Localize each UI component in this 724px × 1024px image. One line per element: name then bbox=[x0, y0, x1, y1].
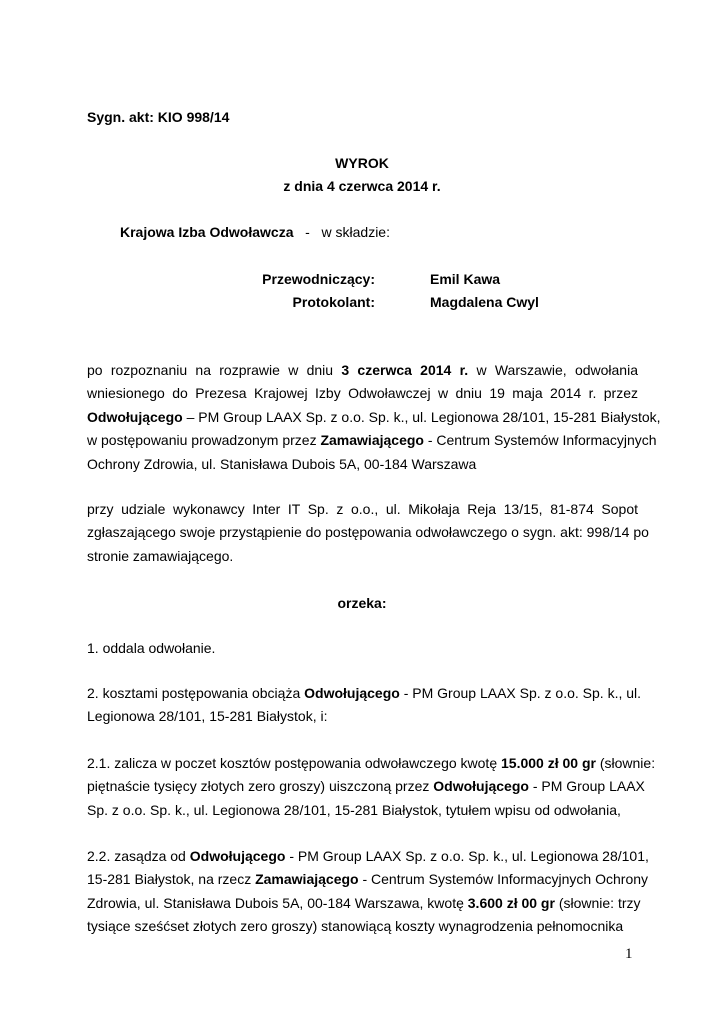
chair-label: Przewodniczący: bbox=[262, 271, 375, 287]
ruling-point-1: 1. oddala odwołanie. bbox=[87, 640, 216, 656]
ruling-point-2-2 bbox=[87, 845, 649, 939]
chair-name: Emil Kawa bbox=[430, 271, 501, 287]
contracting-authority-label: Zamawiającego bbox=[320, 432, 424, 449]
panel-composition: w składzie: bbox=[321, 224, 390, 240]
judgment-title: WYROK bbox=[335, 155, 389, 171]
panel-separator: - bbox=[305, 224, 310, 240]
point-2-2-line: 15-281 Białystok, na rzecz Zamawiającego - Centrum Systemów Informacyjnych Ochrony bbox=[87, 871, 649, 888]
clerk-name: Magdalena Cwyl bbox=[430, 294, 539, 310]
costs-amount: 3.600 zł 00 gr bbox=[467, 894, 555, 911]
entry-fee-amount: 15.000 zł 00 gr bbox=[501, 755, 596, 771]
chamber-name: Krajowa Izba Odwoławcza bbox=[120, 224, 294, 240]
point-2-2-line: tysiące sześćset złotych zero groszy) stanowiącą koszty wynagrodzenia pełnomocnika bbox=[87, 918, 624, 935]
point-2-2-line: Zdrowia, ul. Stanisława Dubois 5A, 00-184 Warszawa, kwotę 3.600 zł 00 gr (słownie: trzy bbox=[87, 894, 641, 911]
intro-line: wniesionego do Prezesa Krajowej Izby Odwoławczej w dniu 19 maja 2014 r. przez bbox=[87, 385, 638, 402]
intro-line: w postępowaniu prowadzonym przez Zamawiającego - Centrum Systemów Informacyjnych bbox=[87, 432, 657, 449]
intro-paragraph bbox=[87, 359, 661, 476]
point-2-2-line: 2.2. zasądza od Odwołującego - PM Group LAAX Sp. z o.o. Sp. k., ul. Legionowa 28/101, bbox=[87, 848, 649, 864]
point-2-1-line: piętnaście tysięcy złotych zero groszy) uiszczoną przez Odwołującego - PM Group LAAX bbox=[87, 778, 645, 795]
panel-line bbox=[120, 223, 390, 241]
clerk-label: Protokolant: bbox=[292, 294, 375, 310]
point-2-line: 2. kosztami postępowania obciąża Odwołującego - PM Group LAAX Sp. z o.o. Sp. k., ul. bbox=[87, 685, 642, 701]
participant-line: stronie zamawiającego. bbox=[87, 547, 234, 564]
intro-line: po rozpoznaniu na rozprawie w dniu 3 czerwca 2014 r. w Warszawie, odwołania bbox=[87, 362, 638, 378]
point-2-1-line: Sp. z o.o. Sp. k., ul. Legionowa 28/101, 15-281 Białystok, tytułem wpisu od odwołania, bbox=[87, 801, 621, 818]
hearing-date: 3 czerwca 2014 r. bbox=[341, 362, 469, 378]
ruling-point-2-1 bbox=[87, 752, 656, 822]
point-2-1-line: 2.1. zalicza w poczet kosztów postępowania odwoławczego kwotę 15.000 zł 00 gr (słownie: bbox=[87, 755, 656, 771]
ruling-point-2 bbox=[87, 682, 642, 729]
page-number: 1 bbox=[625, 946, 633, 962]
appellant-label: Odwołującego bbox=[87, 408, 183, 425]
ruling-heading: orzeka: bbox=[337, 595, 387, 611]
case-reference: Sygn. akt: KIO 998/14 bbox=[87, 109, 230, 125]
participant-paragraph bbox=[87, 498, 649, 568]
intro-line: Odwołującego – PM Group LAAX Sp. z o.o. Sp. k., ul. Legionowa 28/101, 15-281 Białystok, bbox=[87, 408, 661, 425]
intro-line: Ochrony Zdrowia, ul. Stanisława Dubois 5A, 00-184 Warszawa bbox=[87, 455, 477, 472]
participant-line: zgłaszającego swoje przystąpienie do postępowania odwoławczego o sygn. akt: 998/14 po bbox=[87, 524, 649, 541]
participant-line: przy udziale wykonawcy Inter IT Sp. z o.o., ul. Mikołaja Reja 13/15, 81-874 Sopot bbox=[87, 501, 638, 517]
judgment-date: z dnia 4 czerwca 2014 r. bbox=[283, 178, 441, 194]
point-2-line: Legionowa 28/101, 15-281 Białystok, i: bbox=[87, 708, 328, 725]
